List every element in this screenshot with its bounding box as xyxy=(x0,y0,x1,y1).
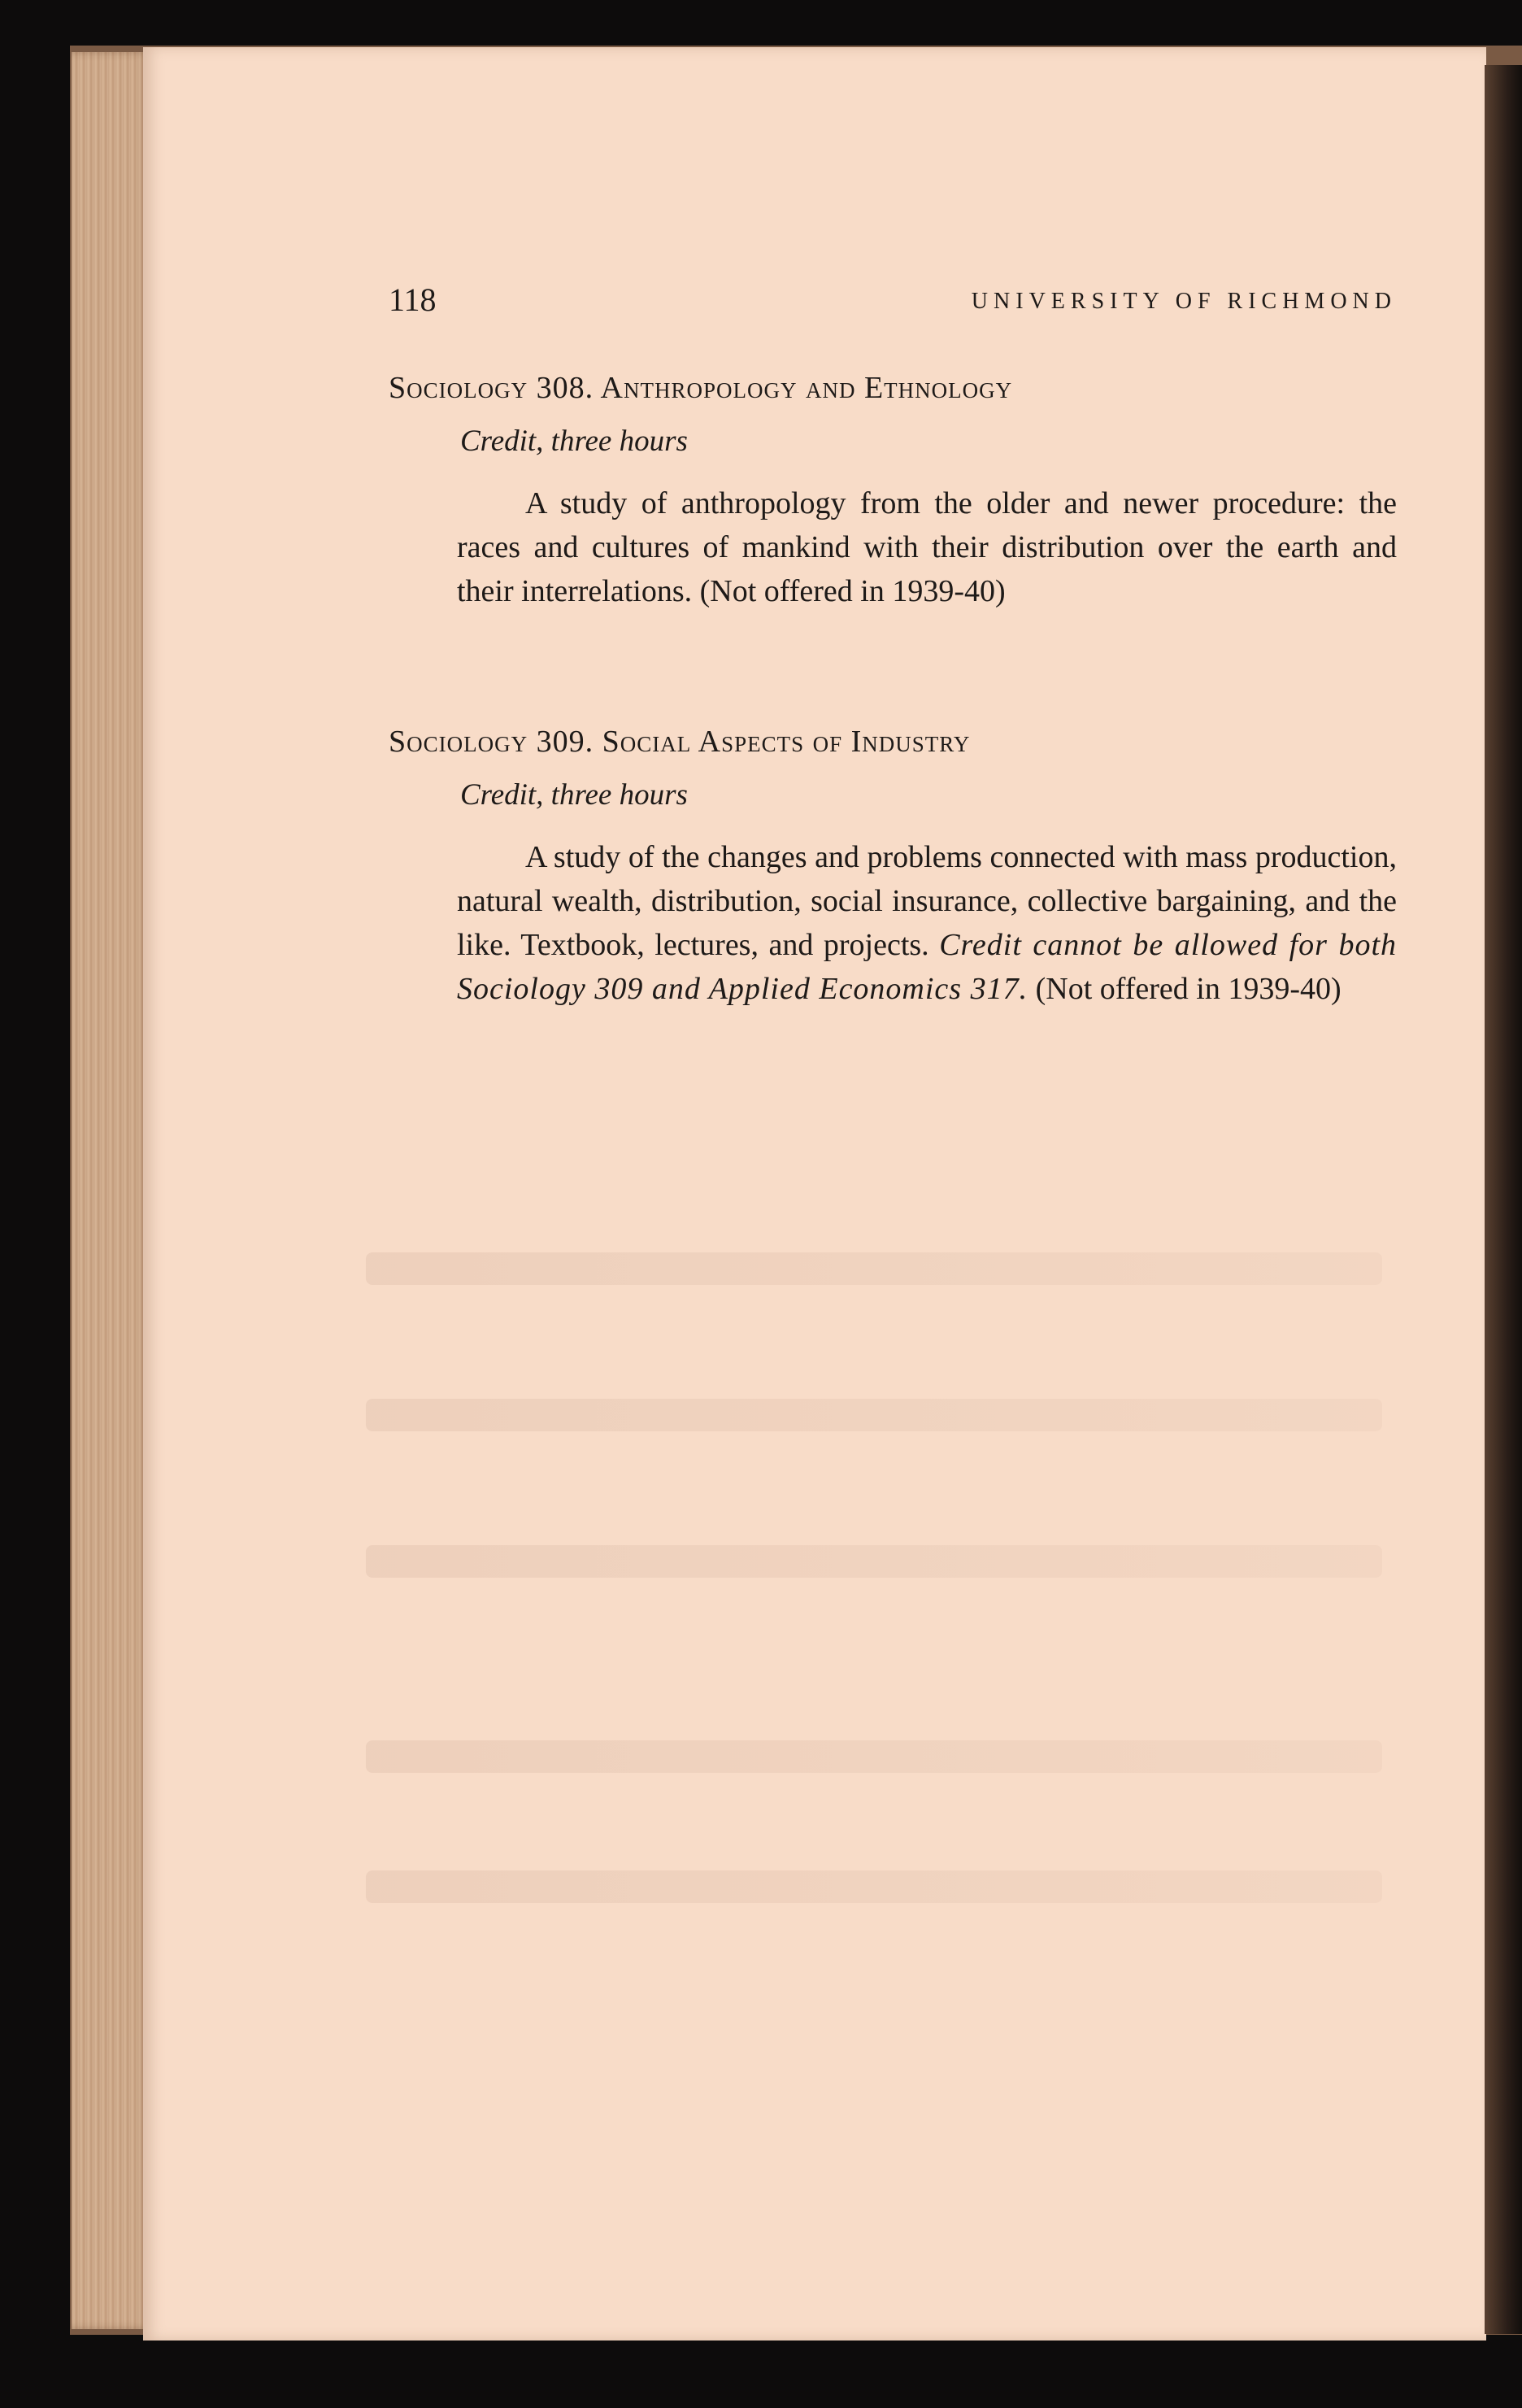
course-entry xyxy=(389,724,1397,1011)
show-through xyxy=(366,1545,1382,1578)
page-header xyxy=(389,281,1397,321)
running-title: UNIVERSITY OF RICHMOND xyxy=(971,289,1397,314)
show-through xyxy=(366,1399,1382,1431)
course-credit: Credit, three hours xyxy=(460,778,688,812)
course-title: Sociology 309. Social Aspects of Industry xyxy=(389,725,971,759)
page-edges xyxy=(72,52,150,2329)
show-through xyxy=(366,1870,1382,1903)
course-description: A study of anthropology from the older and newer procedure: the races and cultures of mankind with their distribution over the earth and their interrelations. (Not offered in 1939-40) xyxy=(457,486,1397,608)
course-description xyxy=(457,835,1397,1011)
description-text: A study of the changes and problems connected with mass production, natural wealth, distribution, social insurance, collective bargaining, and the like. Textbook, lectures, and projects. xyxy=(457,840,1397,962)
page-number: 118 xyxy=(389,281,437,318)
show-through xyxy=(366,1252,1382,1285)
course-credit: Credit, three hours xyxy=(460,425,688,458)
course-title: Sociology 308. Anthropology and Ethnology xyxy=(389,371,1013,405)
show-through xyxy=(366,1740,1382,1773)
course-entry xyxy=(389,370,1397,613)
credit-restriction-note: Credit cannot be allowed for both Sociology 309 and Applied Economics 317. xyxy=(457,928,1398,1006)
offering-note: (Not offered in 1939-40) xyxy=(1035,972,1342,1006)
book-spine xyxy=(1485,65,1522,2334)
